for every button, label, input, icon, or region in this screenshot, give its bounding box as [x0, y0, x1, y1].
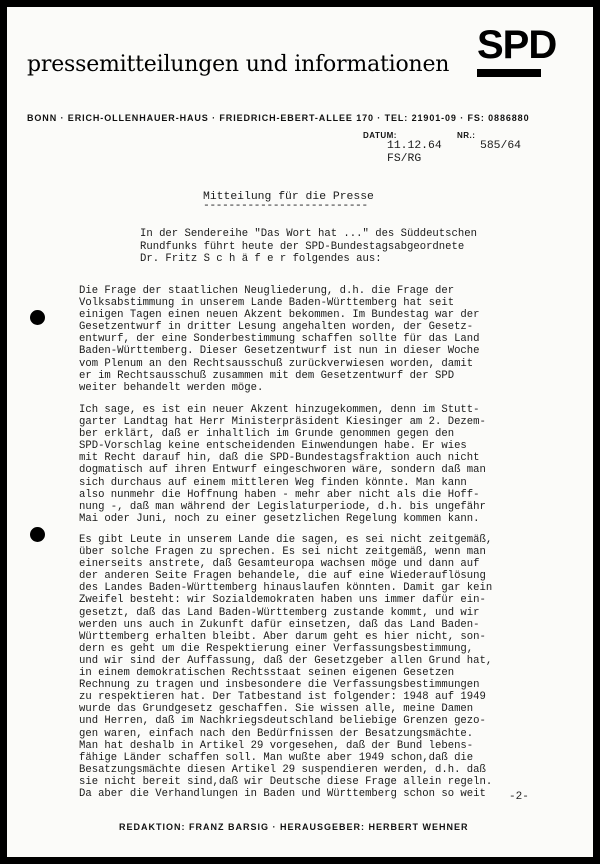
nr-label: NR.:: [457, 131, 476, 140]
text-line: des Landes Baden-Württemberg hinauslaufen könnten. Damit gar kein: [79, 582, 493, 595]
text-line: dogmatisch auf ihren Entwurf eingeschworen wäre, sondern daß man: [79, 464, 486, 477]
text-line: gesetzt, daß das Land Baden-Württemberg zustande kommt, und wir: [79, 606, 480, 619]
paragraph-3: [79, 534, 492, 800]
text-line: garter Landtag hat Herr Ministerpräsident Kiesinger am 2. Dezem-: [79, 416, 486, 429]
text-line: entwurf, der eine Sonderbestimmung schaffen sollte für das Land: [79, 333, 480, 346]
text-line: über solche Fragen zu sprechen. Es sei nicht zeitgemäß, wenn man: [79, 546, 486, 559]
text-line: Gesetzentwurf in dritter Lesung angehalten worden, der Gesetz-: [79, 321, 474, 334]
logo-rule: [477, 69, 541, 77]
letterhead-address: BONN · ERICH-OLLENHAUER-HAUS · FRIEDRICH-EBERT-ALLEE 170 · TEL: 21901-09 · FS: 0886880: [27, 113, 530, 123]
page-marker: -2-: [509, 791, 529, 803]
text-line: weiter behandelt werden möge.: [79, 381, 264, 394]
text-line: Zweifel besteht: wir Sozialdemokraten haben uns immer dafür ein-: [79, 594, 486, 607]
text-line: und Herren, daß im Nachkriegsdeutschland beliebige Grenzen gezo-: [79, 715, 486, 728]
kuerzel: FS/RG: [387, 153, 422, 165]
text-line: in einem demokratischen Rechtsstaat seinen eigenen Gesetzen: [79, 667, 455, 680]
text-line: also nunmehr die Hoffnung haben - mehr aber nicht als die Hoff-: [79, 488, 480, 501]
text-line: Rechnung zu tragen und insbesondere die Verfassungsbestimmungen: [79, 679, 480, 692]
text-line: der anderen Seite Fragen behandele, die auf eine Wiederauflösung: [79, 570, 486, 583]
heading-title: Mitteilung für die Presse: [203, 191, 374, 203]
text-line: wurde das Grundgesetz geschaffen. Sie wissen alle, meine Damen: [79, 703, 474, 716]
datum-value: 11.12.64: [387, 140, 442, 152]
punch-hole: [30, 310, 45, 325]
nr-value: 585/64: [480, 140, 522, 152]
text-line: einerseits anstrete, daß Gesamteuropa wachsen möge und dann auf: [79, 558, 480, 571]
text-line: einigen Tagen einen neuen Akzent bekommen. Im Bundestag war der: [79, 309, 480, 322]
text-line: SPD-Vorschlag keine entscheidenden Einwendungen habe. Er wies: [79, 440, 467, 453]
spd-logo: SPD: [477, 23, 557, 67]
text-line: sich durchaus auf einem mittleren Weg finden könnte. Man kann: [79, 476, 467, 489]
text-line: gen waren, einfach nach den Bedürfnissen der Besatzungsmächte.: [79, 727, 474, 740]
intro-line: Rundfunks führt heute der SPD-Bundestagsabgeordnete: [140, 240, 465, 253]
text-line: dern es geht um die Respektierung einer Verfassungsbestimmung,: [79, 642, 474, 655]
heading-underline: --------------------------: [203, 200, 368, 212]
text-line: Mai oder Juni, noch zu einer gesetzlichen Regelung kommen kann.: [79, 512, 480, 525]
intro-line: Dr. Fritz S c h ä f e r folgendes aus:: [140, 253, 382, 265]
text-line: nung -, daß man während der Legislaturperiode, d.h. bis ungefähr: [79, 500, 486, 513]
text-line: mit Recht darauf hin, daß die SPD-Bundestagsfraktion auch nicht: [79, 452, 480, 465]
text-line: ber erklärt, daß er inhaltlich im Grunde genommen gegen den: [79, 428, 455, 441]
text-line: vom Plenum an den Rechtsausschuß zurückverwiesen worden, damit: [79, 357, 474, 370]
text-line: fähige Länder schaffen soll. Man wußte aber 1949 schon,daß die: [79, 751, 474, 764]
text-line: Volksabstimmung in unserem Lande Baden-Württemberg hat seit: [79, 297, 455, 310]
text-line: Man hat deshalb in Artikel 29 vorgesehen, daß der Bund lebens-: [79, 739, 474, 752]
text-line: werden uns auch in Zukunft dafür einsetzen, daß das Land Baden-: [79, 618, 480, 631]
text-line: Baden-Württemberg. Dieser Gesetzentwurf ist nun in dieser Woche: [79, 345, 480, 358]
intro-block: [140, 228, 477, 266]
intro-line: In der Sendereihe "Das Wort hat ..." des Süddeutschen: [140, 228, 477, 240]
datum-label: DATUM:: [363, 131, 397, 140]
text-line: Württemberg erhalten bleibt. Aber darum geht es hier nicht, son-: [79, 630, 486, 643]
letterhead-title: pressemitteilungen und informationen: [27, 52, 450, 77]
text-line: er im Rechtsausschuß zusammen mit dem Gesetzentwurf der SPD: [79, 369, 455, 382]
text-line: sie nicht bereit sind,daß wir Deutsche diese Frage allein regeln.: [79, 775, 493, 788]
text-line: Besatzungsmächte diesen Artikel 29 suspendieren werden, d.h. daß: [79, 763, 486, 776]
text-line: zu respektieren hat. Der Tatbestand ist folgender: 1948 auf 1949: [79, 691, 486, 704]
paragraph-2: [79, 404, 486, 525]
punch-hole: [30, 527, 45, 542]
text-line: Es gibt Leute in unserem Lande die sagen, es sei nicht zeitgemäß,: [79, 534, 493, 546]
text-line: Ich sage, es ist ein neuer Akzent hinzugekommen, denn im Stutt-: [79, 404, 480, 416]
paragraph-1: [79, 285, 480, 394]
text-line: Da aber die Verhandlungen in Baden und Württemberg schon so weit: [79, 787, 486, 800]
letterhead-footer: REDAKTION: FRANZ BARSIG · HERAUSGEBER: HERBERT WEHNER: [119, 822, 469, 832]
document-page: [7, 7, 593, 857]
text-line: Die Frage der staatlichen Neugliederung, d.h. die Frage der: [79, 285, 455, 297]
text-line: und wir sind der Auffassung, daß der Gesetzgeber allen Grund hat,: [79, 654, 493, 667]
